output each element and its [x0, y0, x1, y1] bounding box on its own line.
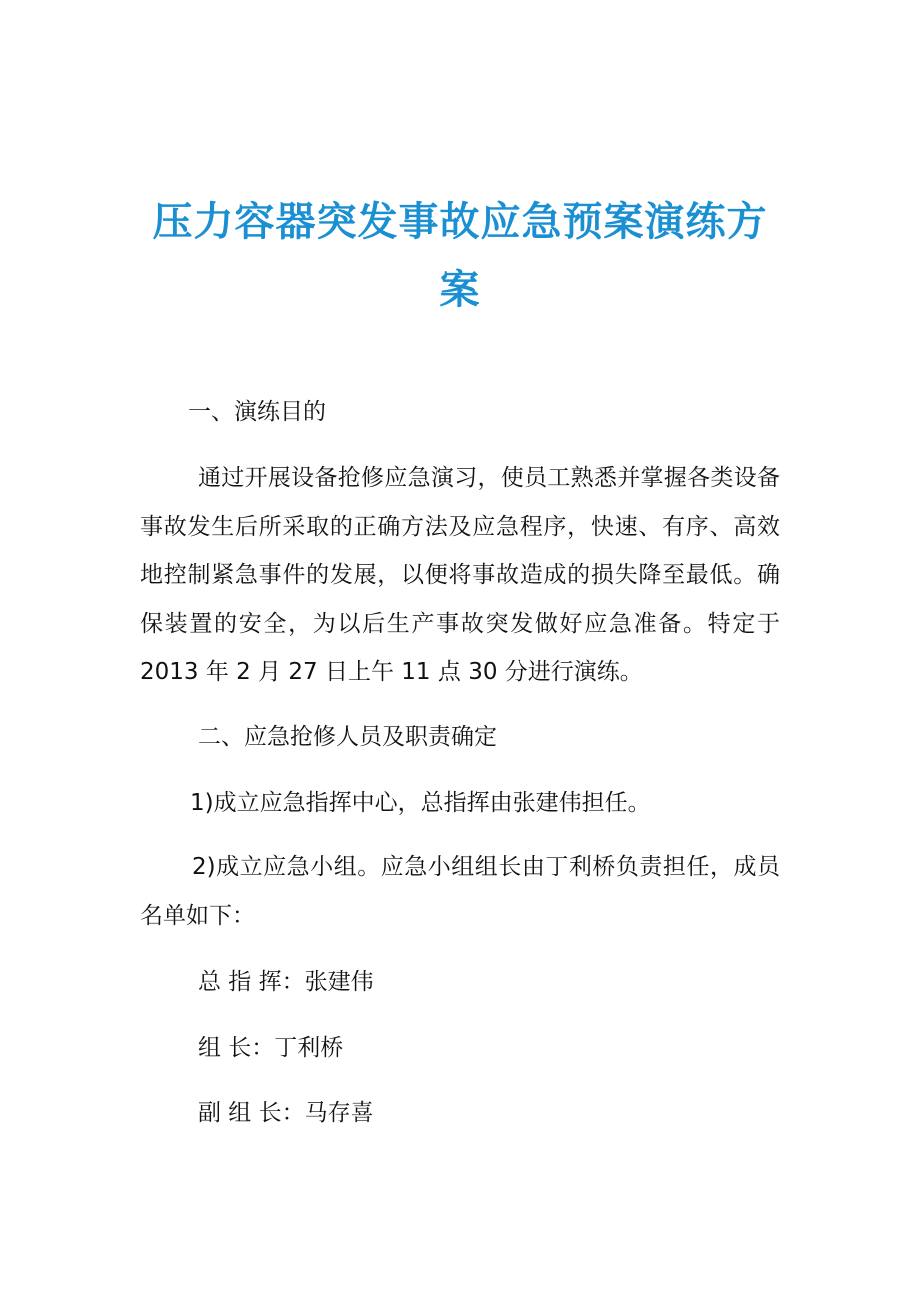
- section-2-item-1: 1)成立应急指挥中心，总指挥由张建伟担任。: [190, 790, 651, 816]
- section-1-heading: 一、演练目的: [188, 399, 326, 425]
- roster-leader: 组 长：丁利桥: [198, 1035, 344, 1061]
- roster-deputy-leader: 副 组 长：马存喜: [198, 1100, 374, 1126]
- title-line-2: 案: [439, 267, 481, 313]
- section-2-heading: 二、应急抢修人员及职责确定: [198, 724, 497, 750]
- document-title: [120, 188, 800, 324]
- roster-commander: 总 指 挥：张建伟: [198, 969, 374, 995]
- section-1-paragraph: 通过开展设备抢修应急演习，使员工熟悉并掌握各类设备事故发生后所采取的正确方法及应急程序，快速、有序、高效地控制紧急事件的发展，以便将事故造成的损失降至最低。确保装置的安全，为以后生产事故突发做好应急准备。特定于 2013 年 2 月 27 日上午 11 点 30 分进行演练。: [140, 465, 780, 685]
- section-2-item-2: 2)成立应急小组。应急小组组长由丁利桥负责担任，成员名单如下：: [140, 854, 780, 929]
- title-line-1: 压力容器突发事故应急预案演练方: [152, 199, 768, 245]
